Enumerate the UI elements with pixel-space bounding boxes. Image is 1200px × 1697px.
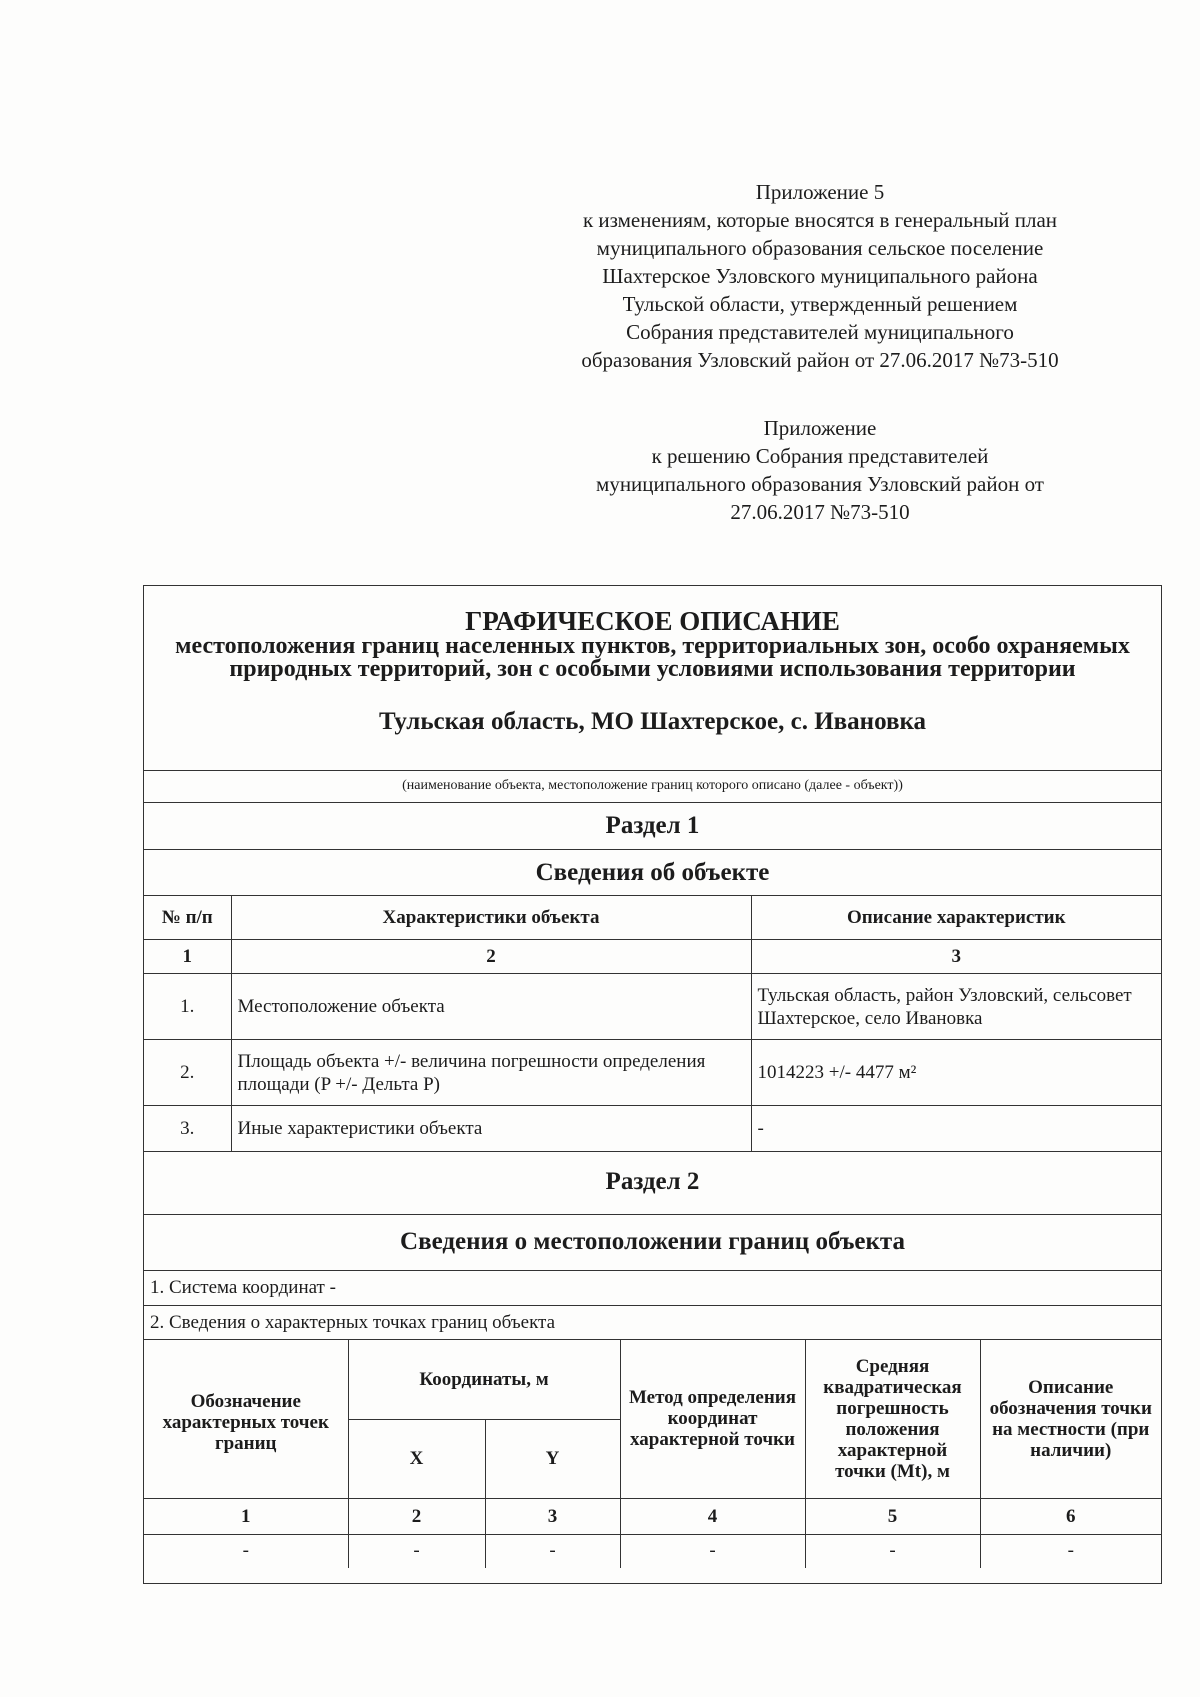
table-cell: -	[348, 1534, 485, 1568]
row-characteristic: Местоположение объекта	[231, 974, 751, 1040]
column-header-y: Y	[485, 1419, 620, 1498]
header-line: Собрания представителей муниципального	[626, 320, 1014, 344]
header-line: образования Узловский район от 27.06.2017 №73-510	[581, 348, 1059, 372]
column-number: 5	[805, 1498, 980, 1534]
column-number: 1	[144, 1498, 348, 1534]
column-number-row	[144, 940, 1161, 974]
table-cell: -	[980, 1534, 1161, 1568]
header-line: 27.06.2017 №73-510	[730, 500, 910, 524]
column-header-description: Описание обозначения точки на местности (при наличии)	[980, 1340, 1161, 1498]
table-cell: -	[144, 1534, 348, 1568]
coordinate-system: 1. Система координат -	[144, 1271, 1161, 1306]
object-info-table	[144, 895, 1161, 1152]
table-cell: -	[805, 1534, 980, 1568]
row-number: 1.	[144, 974, 231, 1040]
appendix-5-header	[540, 178, 1100, 374]
section-2-subtitle: Сведения о местоположении границ объекта	[144, 1215, 1161, 1271]
title-block	[144, 586, 1161, 771]
table-cell: -	[620, 1534, 805, 1568]
header-line: Приложение	[763, 416, 877, 440]
appendix-decision-header	[540, 414, 1100, 526]
section-1-title: Раздел 1	[144, 803, 1161, 850]
column-number: 4	[620, 1498, 805, 1534]
column-number: 3	[485, 1498, 620, 1534]
column-header-coordinates: Координаты, м	[348, 1340, 620, 1419]
header-line: Тульской области, утвержденный решением	[622, 292, 1018, 316]
boundary-points-info: 2. Сведения о характерных точках границ объекта	[144, 1306, 1161, 1340]
table-row	[144, 1534, 1161, 1568]
table-row	[144, 974, 1161, 1040]
column-number: 2	[348, 1498, 485, 1534]
object-name: Тульская область, МО Шахтерское, с. Ивановка	[379, 708, 926, 735]
document-subtitle: местоположения границ населенных пунктов, территориальных зон, особо охраняемых природных территорий, зон с особыми условиями использования территории	[175, 633, 1130, 682]
column-header-error: Средняя квадратическая погрешность положения характерной точки (Mt), м	[805, 1340, 980, 1498]
table-row	[144, 1040, 1161, 1106]
column-number: 3	[751, 940, 1161, 974]
section-2-title: Раздел 2	[144, 1151, 1161, 1215]
column-header: Описание характеристик	[751, 896, 1161, 940]
column-header-designation: Обозначение характерных точек границ	[144, 1340, 348, 1498]
header-line: Шахтерское Узловского муниципального района	[602, 264, 1038, 288]
graphic-description-form	[143, 585, 1162, 1584]
header-line: муниципального образования Узловский район от	[596, 472, 1044, 496]
column-header: Характеристики объекта	[231, 896, 751, 940]
row-number: 3.	[144, 1106, 231, 1152]
document-title: ГРАФИЧЕСКОЕ ОПИСАНИЕ	[465, 606, 840, 636]
column-number: 6	[980, 1498, 1161, 1534]
object-caption: (наименование объекта, местоположение границ которого описано (далее - объект))	[144, 771, 1161, 803]
header-line: Приложение 5	[755, 180, 885, 204]
column-header-x: X	[348, 1419, 485, 1498]
table-cell: -	[485, 1534, 620, 1568]
table-header-row	[144, 896, 1161, 940]
row-description: 1014223 +/- 4477 м²	[751, 1040, 1161, 1106]
boundary-points-table	[144, 1340, 1161, 1568]
column-header: № п/п	[144, 896, 231, 940]
section-1-subtitle: Сведения об объекте	[144, 850, 1161, 896]
header-line: к изменениям, которые вносятся в генеральный план	[582, 208, 1058, 232]
column-number: 1	[144, 940, 231, 974]
row-characteristic: Иные характеристики объекта	[231, 1106, 751, 1152]
header-line: к решению Собрания представителей	[651, 444, 989, 468]
column-number-row	[144, 1498, 1161, 1534]
table-header-row	[144, 1340, 1161, 1419]
header-line: муниципального образования сельское поселение	[596, 236, 1044, 260]
row-number: 2.	[144, 1040, 231, 1106]
table-row	[144, 1106, 1161, 1152]
row-description: Тульская область, район Узловский, сельсовет Шахтерское, село Ивановка	[751, 974, 1161, 1040]
row-description: -	[751, 1106, 1161, 1152]
column-number: 2	[231, 940, 751, 974]
row-characteristic: Площадь объекта +/- величина погрешности определения площади (P +/- Дельта P)	[231, 1040, 751, 1106]
column-header-method: Метод определения координат характерной точки	[620, 1340, 805, 1498]
